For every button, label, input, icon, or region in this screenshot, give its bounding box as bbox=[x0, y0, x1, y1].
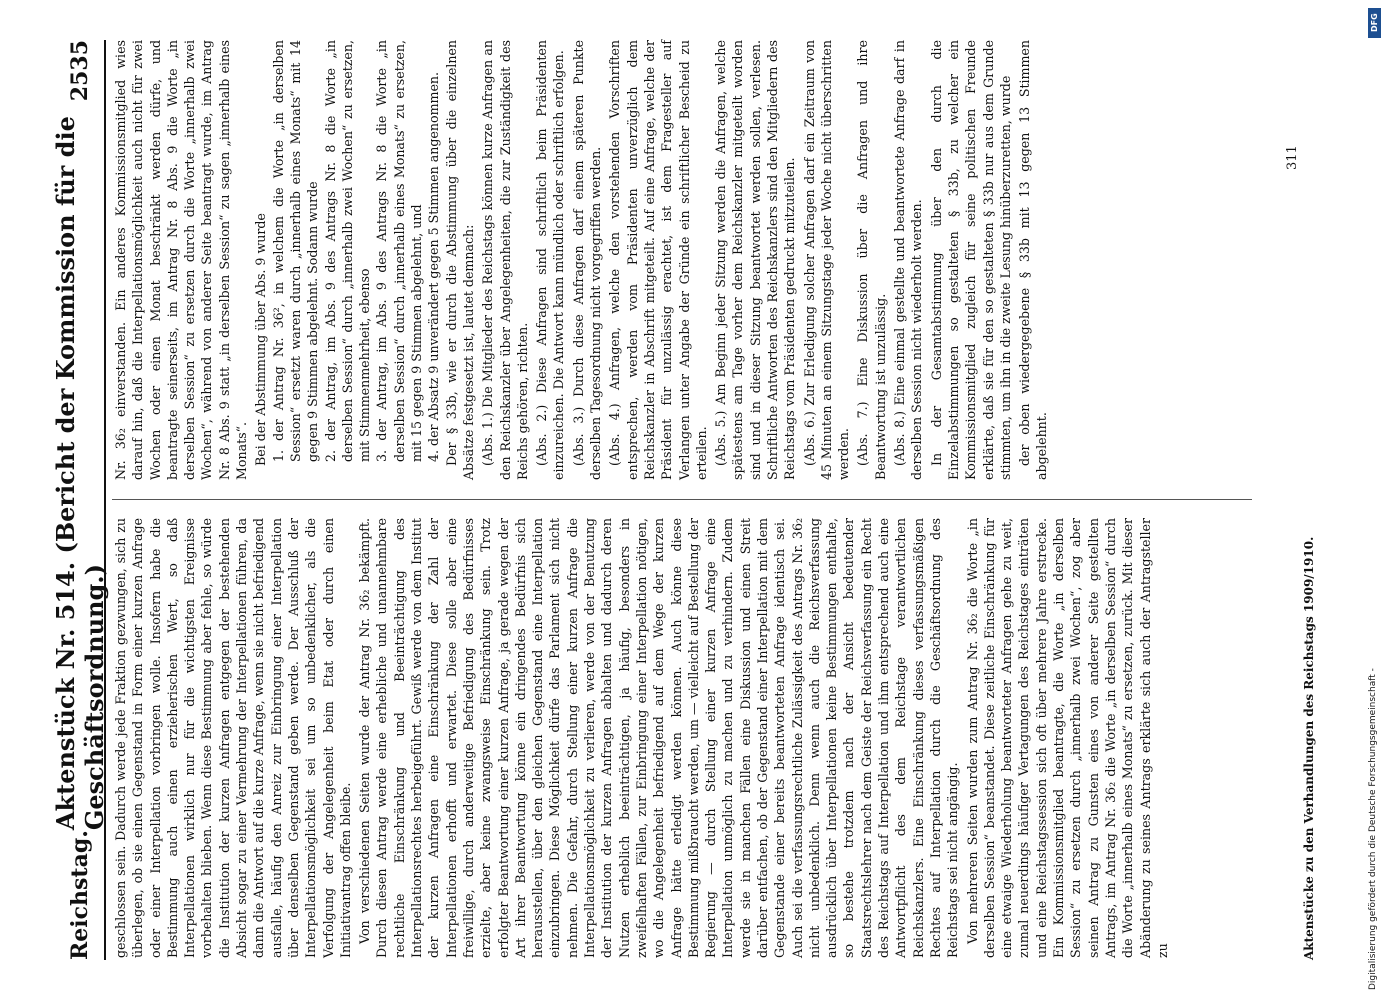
vote-item: 3. der Antrag, im Abs. 9 des Antrags Nr. 8 die Worte „in derselben Session“ durch „innerhalb eines Monats“ zu ersetzen, mit 15 gegen 9 Stimmen abgelehnt, und bbox=[374, 40, 425, 462]
right-paragraph: (Abs. 1.) Die Mitglieder des Reichstags können kurze Anfragen an den Reichskanzler über Angelegenheiten, die zur Zuständigkeit des Reichs gehören, richten. bbox=[480, 40, 530, 480]
vote-item: 4. der Absatz 9 unverändert gegen 5 Stimmen angenommen. bbox=[426, 71, 442, 462]
header-rule bbox=[104, 40, 106, 960]
footer-source: Aktenstücke zu den Verhandlungen des Reichstags 1909/1910. bbox=[1302, 536, 1316, 960]
right-paragraph: (Abs. 4.) Anfragen, welche den vorstehenden Vorschriften entsprechen, werden vom Präsidenten unverzüglich dem Reichskanzler in Abschrift mitgeteilt. Auf eine Anfrage, welche der Präsident für unzulässig erachtet, ist dem Fragesteller auf Verlangen unter Angabe der Gründe ein schriftlicher Bescheid zu erteilen. bbox=[607, 40, 709, 480]
right-paragraph: (Abs. 6.) Zur Erledigung solcher Anfragen darf ein Zeitraum von 45 Minuten an einem Sitzungstage jeder Woche nicht überschritten werden. bbox=[801, 40, 852, 480]
vote-item: 2. der Antrag, im Abs. 9 des Antrags Nr. 8 die Worte „in derselben Session“ durch „innerhalb zwei Wochen“ zu ersetzen, mit Stimmenmehrheit, ebenso bbox=[322, 40, 373, 462]
column-divider bbox=[112, 499, 1252, 500]
right-paragraph: Der § 33b, wie er durch die Abstimmung über die einzelnen Absätze festgesetzt ist, lautet demnach: bbox=[443, 40, 476, 480]
right-column bbox=[112, 40, 1051, 480]
digitization-note: Digitalisierung gefördert durch die Deutsche Forschungsgemeinschaft - bbox=[1368, 668, 1378, 990]
header-left: Reichstag. bbox=[67, 830, 93, 960]
right-paragraph: (Abs. 8.) Eine einmal gestellte und beantwortete Anfrage darf in derselben Session nicht wiederholt werden. bbox=[892, 40, 925, 480]
right-intro: Nr. 36₂ einverstanden. Ein anderes Kommissionsmitglied wies darauf hin, daß die Interpellationsmöglichkeit auch nicht für zwei Wochen oder einen Monat beschränkt werden dürfe, und beantragte seinerseits, im Antrag Nr. 8 Abs. 9 die Worte „in derselben Session“ zu ersetzen durch die Worte „innerhalb zwei Wochen“, während von anderer Seite beantragt wurde, im Antrag Nr. 8 Abs. 9 statt „in derselben Session“ zu sagen „innerhalb eines Monats“. bbox=[113, 40, 250, 480]
footer-page-number: 311 bbox=[1285, 145, 1300, 170]
vote-list bbox=[270, 40, 443, 480]
vote-item: 1. der Antrag Nr. 36², in welchem die Worte „in derselben Session“ ersetzt waren durch „innerhalb eines Monats“ mit 14 gegen 9 Stimmen abgelehnt. Sodann wurde bbox=[270, 40, 321, 462]
page-header bbox=[51, 40, 109, 960]
left-paragraph: Von mehreren Seiten wurden zum Antrag Nr. 36₂ die Worte „in derselben Session“ beanstandet. Diese zeitliche Einschränkung für eine etwaige Wiederholung beantworteter Anfragen gehe zu weit, zumal neuerdings häufiger Vertagungen des Reichstages einträten und eine Reichstagssession sich oft über mehrere Jahre erstrecke. Ein Kommissionsmitglied beantragte, die Worte „in derselben Session“ zu ersetzen durch „innerhalb zwei Wochen“, zog aber seinen Antrag zu Gunsten eines von anderer Seite gestellten Antrags, im Antrag Nr. 36₂ die Worte „in derselben Session“ durch die Worte „innerhalb eines Monats“ zu ersetzen, zurück. Mit dieser Abänderung zu seines Antrags erklärte sich auch der Antragsteller zu bbox=[964, 518, 1170, 958]
right-paragraph: (Abs. 2.) Diese Anfragen sind schriftlich beim Präsidenten einzureichen. Die Antwort kann mündlich oder schriftlich erfolgen. bbox=[534, 40, 567, 480]
right-paragraph: In der Gesamtabstimmung über den durch die Einzelabstimmungen so gestalteten § 33b, zu welcher ein Kommissionsmitglied zugleich für seine politischen Freunde erklärte, daß sie für den so gestalteten § 33b nur aus dem Grunde stimmten, um ihn in die zweite Lesung hinüberzuretten, wurde bbox=[928, 40, 1013, 480]
right-paragraph: der oben wiedergegebene § 33b mit 13 gegen 13 Stimmen abgelehnt. bbox=[1017, 40, 1050, 480]
left-column bbox=[112, 518, 1171, 958]
right-paragraph: (Abs. 3.) Durch diese Anfragen darf einem späteren Punkte derselben Tagesordnung nicht vorgegriffen werden. bbox=[570, 40, 604, 480]
right-paragraph: (Abs. 7.) Eine Diskussion über die Anfragen und ihre Beantwortung ist unzulässig. bbox=[855, 40, 888, 480]
vote-intro: Bei der Abstimmung über Abs. 9 wurde bbox=[253, 213, 269, 466]
header-title: Aktenstück Nr. 514. (Bericht der Kommission für die Geschäftsordnung.) bbox=[51, 116, 109, 831]
left-paragraph: Von verschiedenen Seiten wurde der Antrag Nr. 36₂ bekämpft. Durch diesen Antrag werde eine erhebliche und unannehmbare rechtliche Einschränkung und Beeinträchtigung des Interpellationsrechtes herbeigeführt. Gewiß werde von dem Institut der kurzen Anfragen eine Einschränkung der Zahl der Interpellationen erhofft und erwartet. Diese solle aber eine freiwillige, durch anderweitige Befriedigung des Bedürfnisses erzielte, aber keine zwangsweise Einschränkung sein. Trotz erfolgter Beantwortung einer kurzen Anfrage, ja gerade wegen der Art ihrer Beantwortung könne ein dringendes Bedürfnis sich herausstellen, über den gleichen Gegenstand eine Interpellation einzubringen. Diese Möglichkeit dürfe das Parlament sich nicht nehmen. Die Gefahr, durch Stellung einer kurzen Anfrage die Interpellationsmöglichkeit zu verlieren, werde von der Benutzung der Institution der kurzen Anfragen abhalten und dadurch deren Nutzen erheblich beeinträchtigen, ja häufig, besonders in zweifelhaften Fällen, zur Einbringung einer Interpellation nötigen, wo die Angelegenheit befriedigend auf dem Wege der kurzen Anfrage hätte erledigt werden können. Auch könne diese Bestimmung mißbraucht werden, um — vielleicht auf Bestellung der Regierung — durch Stellung einer kurzen Anfrage eine Interpellation unmöglich zu machen und zu verhindern. Zudem werde sie in manchen Fällen eine Diskussion und einen Streit darüber entfachen, ob der Gegenstand einer Interpellation mit dem Gegenstande einer bereits beantworteten Anfrage identisch sei. Auch sei die verfassungsrechtliche Zulässigkeit des Antrags Nr. 36₂ nicht unbedenklich. Denn wenn auch die Reichsverfassung ausdrücklich über Interpellationen keine Bestimmungen enthalte, so bestehe trotzdem nach der Ansicht bedeutender Staatsrechtslehrer nach dem Geiste der Reichsverfassung ein Recht des Reichstags auf Interpellation und ihm entsprechend auch eine Antwortpflicht des dem Reichstage verantwortlichen Reichskanzlers. Eine Einschränkung dieses verfassungsmäßigen Rechtes auf Interpellation durch die Geschäftsordnung des Reichstags sei nicht angängig. bbox=[357, 518, 961, 958]
dfg-logo: DFG bbox=[1368, 8, 1381, 38]
right-paragraph: (Abs. 5.) Am Beginn jeder Sitzung werden die Anfragen, welche spätestens am Tage vorher dem Reichskanzler mitgeteilt worden sind und in dieser Sitzung beantwortet werden sollen, verlesen. Schriftliche Antworten des Reichskanzlers sind den Mitgliedern des Reichstags vom Präsidenten gedruckt mitzuteilen. bbox=[713, 40, 798, 480]
page-number-top: 2535 bbox=[67, 40, 93, 102]
left-paragraph: geschlossen sein. Dadurch werde jede Fraktion gezwungen, sich zu überlegen, ob sie einen Gegenstand in Form einer kurzen Anfrage oder einer Interpellation vorbringen wolle. Insofern habe die Bestimmung auch einen erzieherischen Wert, so daß Interpellationen wirklich nur für die wichtigsten Ereignisse vorbehalten blieben. Wenn diese Bestimmung aber fehle, so würde die Institution der kurzen Anfragen entgegen der bestehenden Absicht sogar zu einer Vermehrung der Interpellationen führen, da dann die Antwort auf die kurze Anfrage, wenn sie nicht befriedigend ausfalle, häufig den Anreiz zur Einbringung einer Interpellation über denselben Gegenstand geben werde. Der Ausschluß der Interpellationsmöglichkeit sei um so unbedenklicher, als die Verfolgung der Angelegenheit beim Etat oder durch einen Initiativantrag offen bleibe. bbox=[113, 518, 353, 958]
